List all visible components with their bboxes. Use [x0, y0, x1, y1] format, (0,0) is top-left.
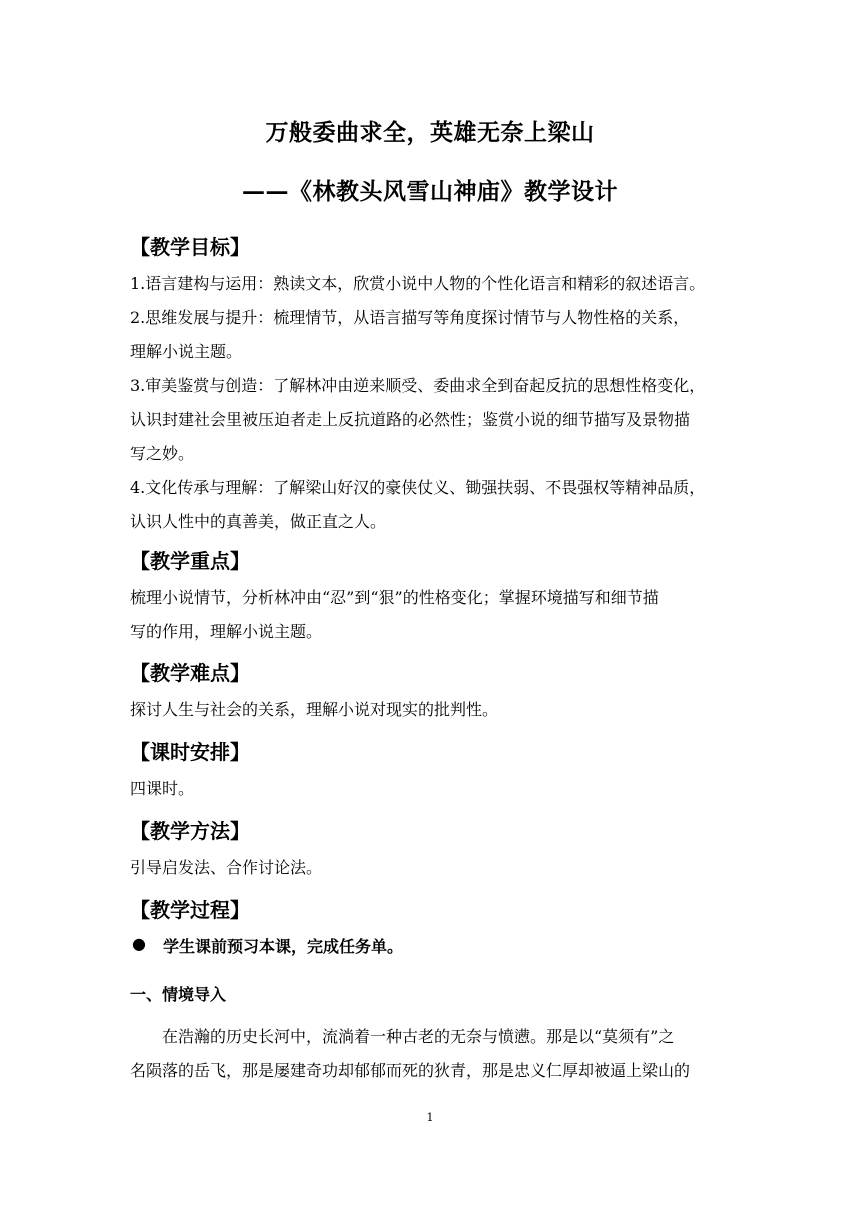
- objective-line: 4.文化传承与理解：了解梁山好汉的豪侠仗义、锄强扶弱、不畏强权等精神品质，: [130, 478, 706, 497]
- section-heading-difficulties: 【教学难点】: [130, 661, 250, 685]
- section-heading-process: 【教学过程】: [130, 898, 250, 922]
- bullet-icon: ●: [132, 934, 146, 953]
- section-heading-key-points: 【教学重点】: [130, 549, 250, 573]
- preview-task-text: 学生课前预习本课，完成任务单。: [163, 937, 404, 956]
- objective-line: 2.思维发展与提升：梳理情节，从语言描写等角度探讨情节与人物性格的关系，: [130, 308, 690, 327]
- page-number: 1: [426, 1111, 434, 1124]
- paragraph-line: 名陨落的岳飞，那是屡建奇功却郁郁而死的狄青，那是忠义仁厚却被逼上梁山的: [130, 1061, 691, 1080]
- objective-line: 3.审美鉴赏与创造：了解林冲由逆来顺受、委曲求全到奋起反抗的思想性格变化，: [130, 376, 706, 395]
- section-heading-schedule: 【课时安排】: [130, 740, 250, 764]
- objective-line: 认识人性中的真善美，做正直之人。: [130, 512, 387, 531]
- key-point-line: 梳理小说情节，分析林冲由“忍”到“狠”的性格变化；掌握环境描写和细节描: [130, 588, 659, 607]
- document-title: 万般委曲求全，英雄无奈上梁山: [265, 119, 595, 146]
- difficulty-line: 探讨人生与社会的关系，理解小说对现实的批判性。: [130, 700, 499, 719]
- objective-line: 写之妙。: [130, 444, 195, 463]
- section-heading-objectives: 【教学目标】: [130, 235, 250, 259]
- subsection-heading: 一、情境导入: [130, 985, 227, 1004]
- document-subtitle: ——《林教头风雪山神庙》教学设计: [242, 178, 618, 205]
- objective-line: 理解小说主题。: [130, 342, 243, 361]
- section-heading-methods: 【教学方法】: [130, 819, 250, 843]
- paragraph-line: 在浩瀚的历史长河中，流淌着一种古老的无奈与愤懑。那是以“莫须有”之: [162, 1027, 675, 1046]
- methods-line: 引导启发法、合作讨论法。: [130, 858, 323, 877]
- objective-line: 认识封建社会里被压迫者走上反抗道路的必然性；鉴赏小说的细节描写及景物描: [130, 410, 691, 429]
- schedule-line: 四课时。: [130, 779, 195, 798]
- objective-line: 1.语言建构与运用：熟读文本，欣赏小说中人物的个性化语言和精彩的叙述语言。: [130, 274, 706, 293]
- key-point-line: 写的作用，理解小说主题。: [130, 622, 323, 641]
